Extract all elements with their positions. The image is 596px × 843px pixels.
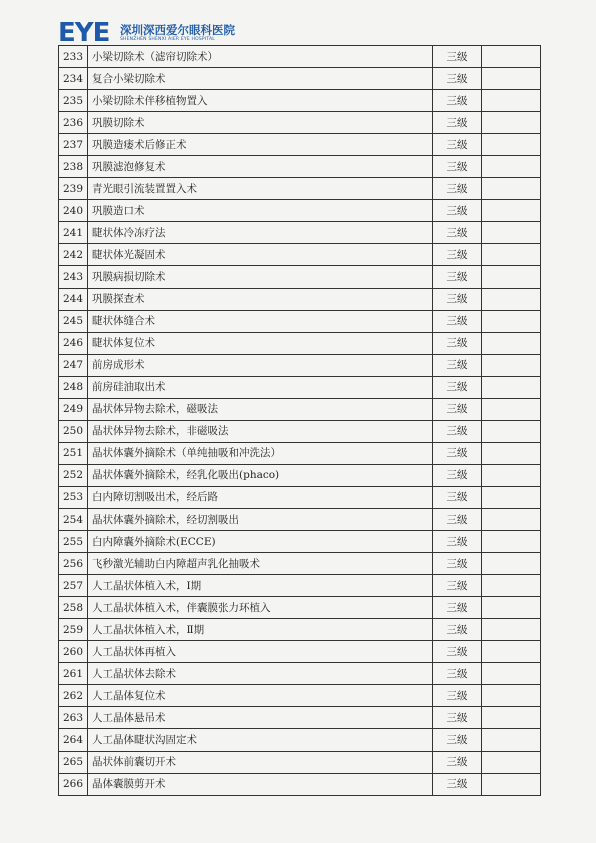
- procedure-name: 晶状体前囊切开术: [88, 751, 433, 773]
- procedure-name: 巩膜病损切除术: [88, 266, 433, 288]
- procedure-name: 人工晶状体再植入: [88, 641, 433, 663]
- procedure-number: 263: [59, 707, 88, 729]
- procedure-number: 238: [59, 156, 88, 178]
- procedure-level: 三级: [433, 398, 482, 420]
- procedure-name: 晶体囊膜剪开术: [88, 773, 433, 795]
- procedure-name: 人工晶体悬吊术: [88, 707, 433, 729]
- table-row: [59, 531, 541, 553]
- table-row: [59, 486, 541, 508]
- procedure-level: 三级: [433, 90, 482, 112]
- empty-cell: [482, 663, 541, 685]
- procedure-level: 三级: [433, 597, 482, 619]
- procedure-name: 人工晶状体植入术，Ⅱ期: [88, 619, 433, 641]
- procedure-name: 晶状体异物去除术，非磁吸法: [88, 420, 433, 442]
- table-row: [59, 310, 541, 332]
- procedure-level: 三级: [433, 46, 482, 68]
- table-row: [59, 663, 541, 685]
- empty-cell: [482, 685, 541, 707]
- table-row: [59, 619, 541, 641]
- procedure-number: 251: [59, 442, 88, 464]
- procedure-name: 青光眼引流装置置入术: [88, 178, 433, 200]
- empty-cell: [482, 442, 541, 464]
- procedure-name: 巩膜切除术: [88, 112, 433, 134]
- empty-cell: [482, 244, 541, 266]
- procedure-level: 三级: [433, 288, 482, 310]
- table-row: [59, 398, 541, 420]
- procedure-level: 三级: [433, 156, 482, 178]
- procedure-level: 三级: [433, 619, 482, 641]
- table-row: [59, 288, 541, 310]
- empty-cell: [482, 134, 541, 156]
- procedure-number: 237: [59, 134, 88, 156]
- empty-cell: [482, 553, 541, 575]
- procedure-level: 三级: [433, 442, 482, 464]
- hospital-name-english: SHENZHEN SHENXI AIER EYE HOSPITAL: [120, 37, 215, 42]
- procedure-level: 三级: [433, 707, 482, 729]
- procedure-level: 三级: [433, 354, 482, 376]
- procedure-level: 三级: [433, 222, 482, 244]
- procedure-number: 265: [59, 751, 88, 773]
- empty-cell: [482, 486, 541, 508]
- procedure-number: 242: [59, 244, 88, 266]
- empty-cell: [482, 773, 541, 795]
- table-row: [59, 178, 541, 200]
- procedure-number: 255: [59, 531, 88, 553]
- empty-cell: [482, 398, 541, 420]
- procedure-name: 巩膜滤泡修复术: [88, 156, 433, 178]
- empty-cell: [482, 464, 541, 486]
- procedure-name: 白内障囊外摘除术(ECCE): [88, 531, 433, 553]
- empty-cell: [482, 310, 541, 332]
- procedure-level: 三级: [433, 332, 482, 354]
- table-row: [59, 200, 541, 222]
- table-row: [59, 508, 541, 530]
- procedure-name: 人工晶体复位术: [88, 685, 433, 707]
- procedure-number: 244: [59, 288, 88, 310]
- procedure-name: 巩膜探查术: [88, 288, 433, 310]
- procedure-number: 258: [59, 597, 88, 619]
- procedure-level: 三级: [433, 729, 482, 751]
- table-row: [59, 420, 541, 442]
- procedure-level: 三级: [433, 178, 482, 200]
- procedure-name: 人工晶状体去除术: [88, 663, 433, 685]
- procedure-level: 三级: [433, 244, 482, 266]
- procedure-level: 三级: [433, 685, 482, 707]
- procedure-name: 飞秒激光辅助白内障超声乳化抽吸术: [88, 553, 433, 575]
- procedure-name: 晶状体异物去除术，磁吸法: [88, 398, 433, 420]
- procedure-name: 晶状体囊外摘除术，经切割吸出: [88, 508, 433, 530]
- procedure-level: 三级: [433, 200, 482, 222]
- table-row: [59, 266, 541, 288]
- procedure-name: 睫状体冷冻疗法: [88, 222, 433, 244]
- procedure-name: 人工晶状体植入术，Ⅰ期: [88, 575, 433, 597]
- empty-cell: [482, 46, 541, 68]
- procedure-number: 241: [59, 222, 88, 244]
- empty-cell: [482, 597, 541, 619]
- procedure-table: [58, 45, 541, 796]
- empty-cell: [482, 751, 541, 773]
- procedure-number: 233: [59, 46, 88, 68]
- procedure-number: 261: [59, 663, 88, 685]
- procedure-number: 243: [59, 266, 88, 288]
- empty-cell: [482, 156, 541, 178]
- procedure-number: 236: [59, 112, 88, 134]
- procedure-number: 262: [59, 685, 88, 707]
- empty-cell: [482, 531, 541, 553]
- table-row: [59, 244, 541, 266]
- procedure-level: 三级: [433, 751, 482, 773]
- empty-cell: [482, 288, 541, 310]
- empty-cell: [482, 90, 541, 112]
- hospital-name: 深圳深西爱尔眼科医院: [120, 23, 235, 37]
- table-row: [59, 729, 541, 751]
- procedure-level: 三级: [433, 486, 482, 508]
- empty-cell: [482, 178, 541, 200]
- procedure-name: 小梁切除术伴移植物置入: [88, 90, 433, 112]
- empty-cell: [482, 266, 541, 288]
- table-row: [59, 112, 541, 134]
- procedure-name: 复合小梁切除术: [88, 68, 433, 90]
- procedure-number: 260: [59, 641, 88, 663]
- procedure-level: 三级: [433, 531, 482, 553]
- procedure-number: 253: [59, 486, 88, 508]
- empty-cell: [482, 729, 541, 751]
- procedure-number: 257: [59, 575, 88, 597]
- procedure-number: 247: [59, 354, 88, 376]
- procedure-number: 240: [59, 200, 88, 222]
- table-row: [59, 751, 541, 773]
- procedure-number: 249: [59, 398, 88, 420]
- procedure-level: 三级: [433, 420, 482, 442]
- empty-cell: [482, 354, 541, 376]
- empty-cell: [482, 200, 541, 222]
- empty-cell: [482, 332, 541, 354]
- procedure-number: 264: [59, 729, 88, 751]
- table-row: [59, 707, 541, 729]
- table-row: [59, 354, 541, 376]
- table-row: [59, 553, 541, 575]
- procedure-number: 259: [59, 619, 88, 641]
- procedure-number: 266: [59, 773, 88, 795]
- empty-cell: [482, 641, 541, 663]
- procedure-level: 三级: [433, 663, 482, 685]
- procedure-name: 巩膜造瘘术后修正术: [88, 134, 433, 156]
- table-row: [59, 68, 541, 90]
- procedure-name: 晶状体囊外摘除术，经乳化吸出(phaco): [88, 464, 433, 486]
- procedure-name: 睫状体复位术: [88, 332, 433, 354]
- procedure-name: 小梁切除术（滤帘切除术）: [88, 46, 433, 68]
- table-row: [59, 597, 541, 619]
- procedure-level: 三级: [433, 134, 482, 156]
- procedure-level: 三级: [433, 112, 482, 134]
- table-row: [59, 773, 541, 795]
- procedure-name: 前房硅油取出术: [88, 376, 433, 398]
- procedure-number: 254: [59, 508, 88, 530]
- empty-cell: [482, 376, 541, 398]
- procedure-level: 三级: [433, 310, 482, 332]
- table-row: [59, 575, 541, 597]
- procedure-number: 245: [59, 310, 88, 332]
- procedure-name: 前房成形术: [88, 354, 433, 376]
- table-row: [59, 156, 541, 178]
- table-row: [59, 332, 541, 354]
- procedure-number: 256: [59, 553, 88, 575]
- empty-cell: [482, 707, 541, 729]
- procedure-number: 234: [59, 68, 88, 90]
- procedure-name: 人工晶状体植入术，伴囊膜张力环植入: [88, 597, 433, 619]
- procedure-level: 三级: [433, 773, 482, 795]
- table-row: [59, 134, 541, 156]
- table-row: [59, 90, 541, 112]
- table-row: [59, 222, 541, 244]
- table-row: [59, 46, 541, 68]
- table-row: [59, 442, 541, 464]
- table-row: [59, 464, 541, 486]
- table-row: [59, 685, 541, 707]
- empty-cell: [482, 575, 541, 597]
- procedure-name: 晶状体囊外摘除术（单纯抽吸和冲洗法）: [88, 442, 433, 464]
- procedure-number: 239: [59, 178, 88, 200]
- procedure-number: 246: [59, 332, 88, 354]
- procedure-number: 248: [59, 376, 88, 398]
- procedure-level: 三级: [433, 68, 482, 90]
- procedure-name: 白内障切割吸出术，经后路: [88, 486, 433, 508]
- procedure-name: 人工晶体睫状沟固定术: [88, 729, 433, 751]
- procedure-number: 235: [59, 90, 88, 112]
- procedure-name: 睫状体缝合术: [88, 310, 433, 332]
- procedure-name: 巩膜造口术: [88, 200, 433, 222]
- procedure-number: 250: [59, 420, 88, 442]
- procedure-level: 三级: [433, 575, 482, 597]
- procedure-level: 三级: [433, 508, 482, 530]
- procedure-level: 三级: [433, 266, 482, 288]
- empty-cell: [482, 68, 541, 90]
- empty-cell: [482, 222, 541, 244]
- procedure-level: 三级: [433, 464, 482, 486]
- procedure-level: 三级: [433, 641, 482, 663]
- empty-cell: [482, 619, 541, 641]
- procedure-name: 睫状体光凝固术: [88, 244, 433, 266]
- procedure-level: 三级: [433, 376, 482, 398]
- empty-cell: [482, 420, 541, 442]
- empty-cell: [482, 112, 541, 134]
- empty-cell: [482, 508, 541, 530]
- hospital-logo: EYE: [58, 18, 110, 48]
- procedure-level: 三级: [433, 553, 482, 575]
- table-row: [59, 641, 541, 663]
- procedure-number: 252: [59, 464, 88, 486]
- table-row: [59, 376, 541, 398]
